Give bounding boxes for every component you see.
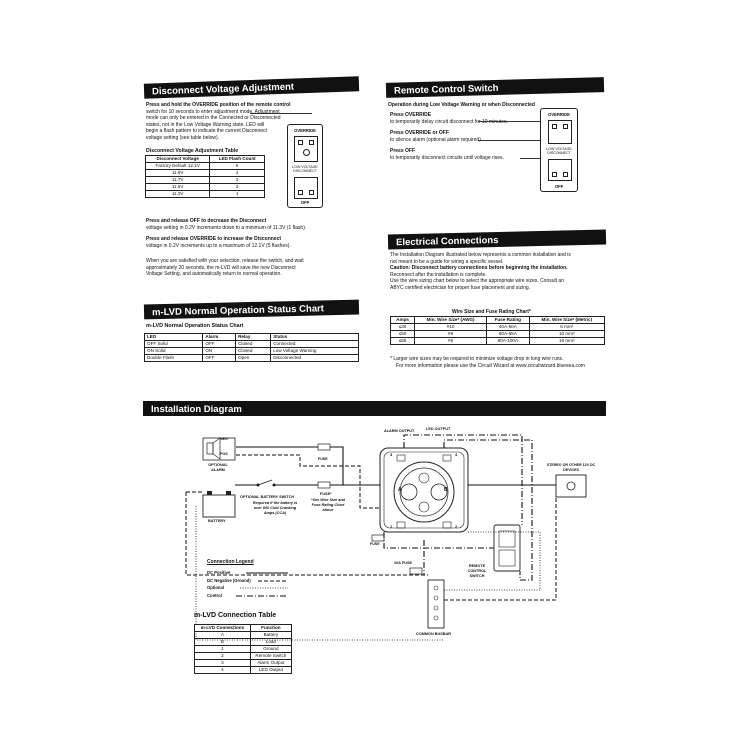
dva-cell: 2 — [210, 184, 265, 191]
conn-th: Function — [250, 625, 291, 632]
busbar-icon — [428, 580, 444, 628]
status-cell: ON — [203, 348, 236, 355]
status-th: Alarm — [203, 334, 236, 341]
elec-p1: The Installation Diagram illustrated below represents a common installation and is — [390, 252, 571, 258]
wire-th: Min. Wire Size* (Metric) — [529, 317, 604, 324]
conn-cell: LED Output — [250, 667, 291, 674]
fuse-label: FUSE — [318, 457, 328, 461]
stereo-label: STEREO OR OTHER 12V DC DEVICES — [546, 463, 596, 472]
optional-alarm-icon — [203, 438, 235, 460]
legend-item: Optional — [207, 585, 224, 590]
remote-switch-label: REMOTE CONTROL SWITCH — [467, 564, 487, 578]
dva-cell: 5 — [210, 163, 265, 170]
wire-cell: #10 — [415, 324, 487, 331]
status-cell: Low Voltage Warning — [271, 348, 359, 355]
wire-cell: ≤65 — [391, 338, 415, 345]
dva-cell: 4 — [210, 170, 265, 177]
fuse-10a-label: 10A FUSE — [394, 561, 413, 565]
wire-cell: #6 — [415, 338, 487, 345]
busbar-label: COMMON BUSBAR — [416, 632, 452, 636]
conn-cell: Ground — [250, 646, 291, 653]
dva-b1-line: mode can only be entered in the Connected or Disconnected — [146, 115, 281, 122]
fuse-star-label: FUSE* — [320, 492, 332, 496]
status-subtitle: m-LVD Normal Operation Status Chart — [146, 323, 244, 329]
wire-cell: 80A-100A — [487, 338, 530, 345]
elec-caution: Caution: Disconnect battery connections before beginning the installation. — [390, 265, 568, 272]
terminal-4-label: 4 — [455, 452, 458, 457]
elec-p2: ABYC certified electrician for proper fuse placement and sizing. — [390, 284, 531, 291]
status-th: Status — [271, 334, 359, 341]
remote-title: Remote Control Switch — [393, 82, 499, 97]
conn-cell: Battery — [250, 632, 291, 639]
dva-b1-line: switch for 10 seconds to enter adjustment mode. Adjustment — [146, 108, 280, 115]
conn-cell: 3 — [195, 660, 251, 667]
status-cell: OFF — [203, 355, 236, 362]
dva-b4-line: Voltage Setting, and automatically return to normal operation. — [146, 271, 282, 278]
status-th: Relay — [236, 334, 271, 341]
dva-title: Disconnect Voltage Adjustment — [151, 81, 295, 98]
dva-cell: 1 — [210, 191, 265, 198]
alarm-output-label: ALARM OUTPUT — [384, 429, 415, 433]
legend-item: DC Positive — [207, 570, 231, 575]
dva-b1-line: begin a flash pattern to indicate the current Disconnect — [146, 128, 267, 135]
conn-table-title: m-LVD Connection Table — [194, 612, 277, 619]
elec-p1: not meant to be a guide for wiring a specific vessel. — [390, 258, 504, 265]
dva-table-title: Disconnect Voltage Adjustment Table — [146, 148, 239, 154]
remote-i1-desc: to temporarily delay circuit disconnect for 10 minutes. — [390, 118, 508, 125]
table-row — [195, 639, 292, 646]
fuse-star-note: *See Wire Size and Fuse Rating Chart above — [311, 498, 345, 512]
wire-cell: 60A-65A — [487, 331, 530, 338]
dva-th-flash: LED Flash Count — [210, 156, 265, 163]
dva-cell: 11.9V — [146, 170, 210, 177]
dva-cell: 11.7V — [146, 177, 210, 184]
remote-i2-desc: to silence alarm (optional alarm required). — [390, 136, 483, 143]
wire-cell: #8 — [415, 331, 487, 338]
switch-off-label: OFF — [300, 200, 310, 205]
status-cell: Closed — [236, 341, 271, 348]
conn-cell: 4 — [195, 667, 251, 674]
wire-cell: ≤30 — [391, 324, 415, 331]
terminal-a-label: A — [398, 487, 402, 493]
conn-cell: Load — [250, 639, 291, 646]
battery-label: BATTERY — [208, 519, 226, 523]
wire-cell: 6 mm² — [529, 324, 604, 331]
switch-mid-label: LOW VOLTAGE DISCONNECT — [292, 165, 318, 173]
dva-b2-line: voltage setting in 0.2V increments down to a minimum of 11.3V (1 flash). — [146, 224, 307, 231]
conn-cell: 2 — [195, 653, 251, 660]
conn-cell: 1 — [195, 646, 251, 653]
dva-b3-line: voltage in 0.2V increments up to a maximum of 12.1V (5 flashes). — [146, 242, 291, 249]
status-cell: Double Flash — [145, 355, 203, 362]
dva-cell: 3 — [210, 177, 265, 184]
status-cell: OFF — [203, 341, 236, 348]
wire-cell: 10 mm² — [529, 331, 604, 338]
status-cell: Disconnected — [271, 355, 359, 362]
status-cell: ON Solid — [145, 348, 203, 355]
dva-b1-line: Press and hold the OVERRIDE position of the remote control — [146, 102, 291, 108]
dva-b4-line: When you are satisfied with your selection, release the switch, and wait — [146, 258, 304, 264]
remote-i3-title: Press OFF — [390, 148, 416, 154]
wire-cell: 40A-50A — [487, 324, 530, 331]
table-row — [195, 660, 292, 667]
remote-i1-title: Press OVERRIDE — [390, 112, 432, 118]
wire-note-line: For more information please use the Circuit Wizard at www.circuitwizard.bluesea.com — [396, 362, 585, 369]
status-th: LED — [145, 334, 203, 341]
switch-override-label: OVERRIDE — [548, 112, 570, 117]
status-title: m-LVD Normal Operation Status Chart — [151, 303, 325, 319]
stereo-device-icon — [556, 475, 586, 497]
pos-label: POS — [220, 452, 228, 456]
remote-intro: Operation during Low Voltage Warning or when Disconnected — [388, 102, 535, 108]
wire-note-line: * Larger wire sizes may be required to minimize voltage drop in long wire runs. — [390, 356, 564, 362]
wire-th: Amps — [391, 317, 415, 324]
mlvd-device-icon — [380, 448, 468, 532]
opt-battery-switch-label: OPTIONAL BATTERY SWITCH — [240, 495, 295, 499]
conn-cell: Remote Switch — [250, 653, 291, 660]
table-row — [195, 653, 292, 660]
legend-item: Control — [207, 593, 222, 598]
conn-cell: Alarm Output — [250, 660, 291, 667]
table-row — [195, 667, 292, 674]
status-cell: Connected — [271, 341, 359, 348]
terminal-3-label: 3 — [390, 452, 393, 457]
status-cell: OFF Solid — [145, 341, 203, 348]
conn-table — [194, 624, 292, 674]
conn-cell: A — [195, 632, 251, 639]
legend-lines — [236, 573, 288, 596]
dva-b1-line: voltage setting (see table below). — [146, 134, 220, 141]
remote-i2-title: Press OVERRIDE or OFF — [390, 130, 449, 136]
legend-title: Connection Legend — [207, 559, 254, 565]
install-title: Installation Diagram — [151, 404, 242, 415]
battery-switch-icon — [257, 480, 276, 487]
fuse-label: FUSE — [370, 542, 380, 546]
wire-table-title: Wire Size and Fuse Rating Chart* — [452, 309, 531, 315]
battery-icon — [203, 491, 235, 517]
dva-b1-line: states, not in the Low Voltage Warning state. LED will — [146, 121, 265, 128]
remote-i3-desc: to temporarily disconnect circuits until voltage rises. — [390, 154, 504, 161]
wire-th: Fuse Rating — [487, 317, 530, 324]
elec-caution: Reconnect after the installation is complete. — [390, 271, 487, 278]
dva-th-voltage: Disconnect Voltage — [146, 156, 210, 163]
wire-th: Min. Wire Size* (AWG) — [415, 317, 487, 324]
elec-title: Electrical Connections — [395, 234, 499, 249]
neg-label: NEG — [220, 437, 228, 441]
wire-cell: 16 mm² — [529, 338, 604, 345]
table-row — [195, 646, 292, 653]
dva-cell: Factory Default 12.1V — [146, 163, 210, 170]
status-cell: Open — [236, 355, 271, 362]
conn-th: m-LVD Connections — [195, 625, 251, 632]
dva-b3-line: Press and release OVERRIDE to increase the Disconnect — [146, 236, 282, 242]
terminal-b-label: B — [444, 487, 448, 493]
wire-cell: ≤50 — [391, 331, 415, 338]
switch-off-label: OFF — [554, 184, 564, 189]
dva-cell: 11.3V — [146, 191, 210, 198]
opt-battery-note: Required if the battery is over 800 Cold Cranking Amps (CCA) — [252, 501, 298, 515]
terminal-1-label: 1 — [390, 524, 393, 529]
table-row — [195, 632, 292, 639]
conn-cell: B — [195, 639, 251, 646]
elec-p2: Use the wire sizing chart below to select the appropriate wire sizes. Consult an — [390, 278, 564, 285]
optional-alarm-label: OPTIONAL ALARM — [208, 463, 228, 472]
dva-cell: 11.5V — [146, 184, 210, 191]
led-output-label: LED OUTPUT — [426, 427, 451, 431]
status-cell: Closed — [236, 348, 271, 355]
legend-item: DC Negative (Ground) — [207, 578, 251, 583]
dva-b2-line: Press and release OFF to decrease the Disconnect — [146, 218, 267, 224]
switch-override-label: OVERRIDE — [294, 128, 316, 133]
switch-mid-label: LOW VOLTAGE DISCONNECT — [546, 147, 572, 155]
dva-b4-line: approximately 20 seconds, the m-LVD will save the new Disconnect — [146, 264, 296, 271]
terminal-2-label: 2 — [455, 524, 458, 529]
